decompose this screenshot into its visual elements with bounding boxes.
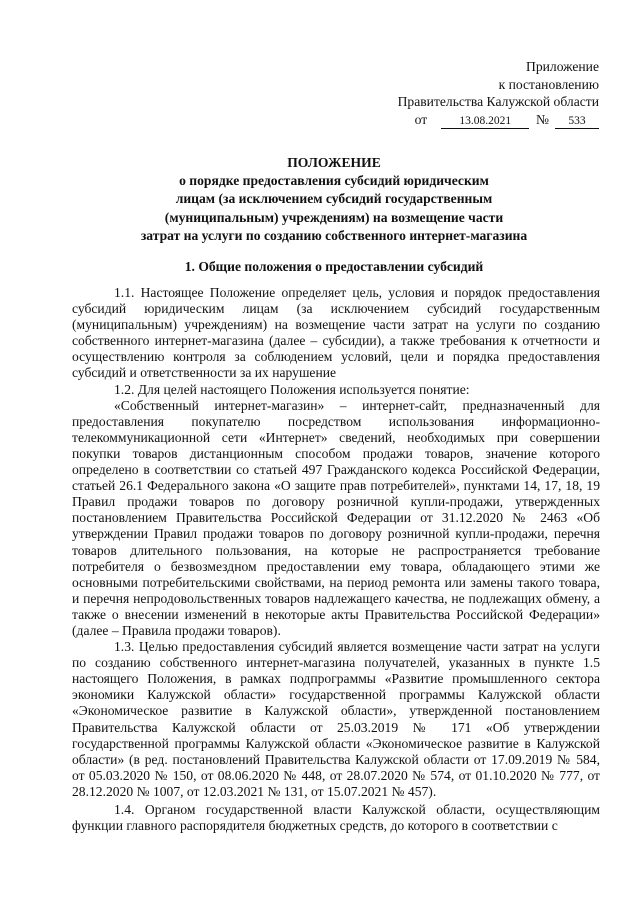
title-heading: ПОЛОЖЕНИЕ <box>287 155 381 170</box>
title-line-4: затрат на услуги по созданию собственного интернет-магазина <box>140 227 528 243</box>
number-prefix: № <box>536 111 549 127</box>
paragraph-1-2-definition: «Собственный интернет-магазин» – интернет-сайт, предназначенный для предоставления покупателю посредством использования информационно-телекоммуникационной сети «Интернет» сведений, необходимых при совершении покупки товаров дистанционным способом продажи товаров, значение которого определено в соответствии со статьей 497 Гражданского кодекса Российской Федерации, статьей 26.1 Федерального закона «О защите прав потребителей», пунктами 14, 17, 18, 19 Правил продажи товаров по договору розничной купли-продажи, утвержденных постановлением Правительства Российской Федерации от 31.12.2020 № 2463 «Об утверждении Правил продажи товаров по договору розничной купли-продажи, перечня товаров длительного пользования, на которые не распространяется требование потребителя о безвозмездном предоставлении ему товара, обладающего этими же основными потребительскими свойствами, на период ремонта или замены такого товара, и перечня непродовольственных товаров надлежащего качества, не подлежащих обмену, а также о внесении изменений в некоторые акты Правительства Российской Федерации» (далее – Правила продажи товаров). <box>72 397 600 638</box>
resolution-date: 13.08.2021 <box>441 115 529 129</box>
document-title <box>60 154 608 245</box>
resolution-number: 533 <box>555 115 599 129</box>
appendix-line-3: Правительства Калужской области <box>397 94 599 110</box>
title-line-3: (муниципальным) учреждениям) на возмещение части <box>164 209 504 225</box>
appendix-line-2: к постановлению <box>498 76 599 92</box>
appendix-date-line <box>398 111 599 129</box>
appendix-line-1: Приложение <box>526 59 599 74</box>
paragraph-1-3: 1.3. Целью предоставления субсидий является возмещение части затрат на услуги по созданию собственного интернет-магазина получателей, указанных в пункте 1.5 настоящего Положения, в рамках подпрограммы «Развитие промышленного сектора экономики Калужской области» государственной программы Калужской области «Экономическое развитие в Калужской области», утвержденной постановлением Правительства Калужской области от 25.03.2019 № 171 «Об утверждении государственной программы Калужской области «Экономическое развитие в Калужской области» (в ред. постановлений Правительства Калужской области от 17.09.2019 № 584, от 05.03.2020 № 150, от 08.06.2020 № 448, от 28.07.2020 № 574, от 01.10.2020 № 777, от 28.12.2020 № 1007, от 12.03.2021 № 131, от 15.07.2021 № 457). <box>72 639 600 799</box>
date-prefix: от <box>414 111 428 127</box>
document-body <box>72 285 600 834</box>
title-line-2: лицам (за исключением субсидий государственным <box>175 191 493 207</box>
paragraph-1-2: 1.2. Для целей настоящего Положения используется понятие: <box>114 381 470 397</box>
paragraph-1-1: 1.1. Настоящее Положение определяет цель, условия и порядок предоставления субсидий юридическим лицам (за исключением субсидий государственным (муниципальным) учреждениям) на возмещение части затрат на услуги по созданию собственного интернет-магазина (далее – субсидии), а также требования к отчетности и осуществлению контроля за соблюдением условий, цели и порядка предоставления субсидий и ответственности за их нарушение <box>72 285 600 381</box>
title-line-1: о порядке предоставления субсидий юридическим <box>179 173 489 189</box>
section-1-heading: 1. Общие положения о предоставлении субсидий <box>184 259 484 274</box>
appendix-block <box>398 58 599 129</box>
paragraph-1-4: 1.4. Органом государственной власти Калужской области, осуществляющим функции главного распорядителя бюджетных средств, до которого в соответствии с <box>72 802 600 834</box>
